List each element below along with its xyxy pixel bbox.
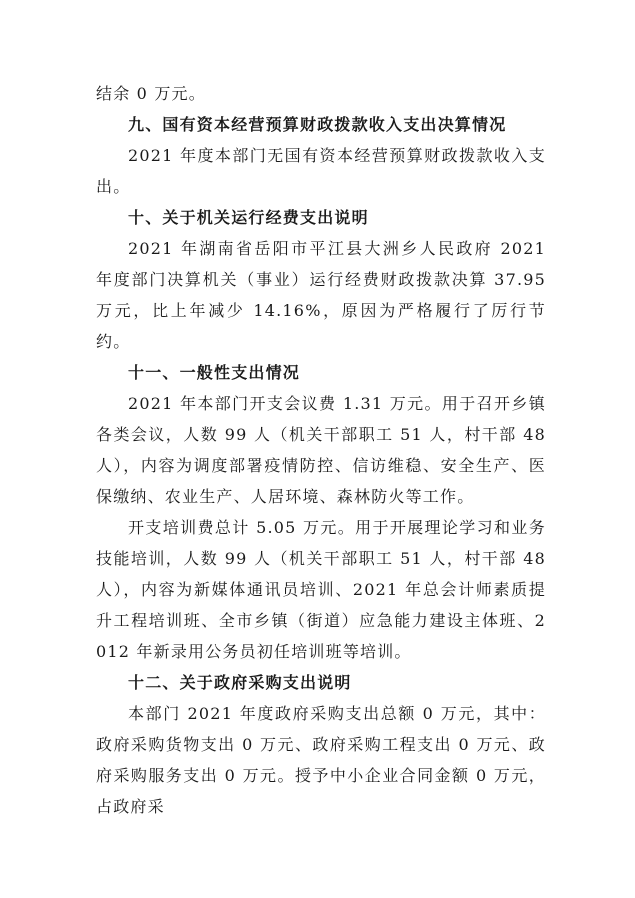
section-10-paragraph-1: 2021 年湖南省岳阳市平江县大洲乡人民政府 2021 年度部门决算机关（事业）运行经费财政拨款决算 37.95 万元，比上年减少 14.16%，原因为严格履行了厉行节约。 [96, 239, 546, 351]
section-12-heading: 十二、关于政府采购支出说明 [128, 673, 352, 692]
section-10 [96, 202, 546, 357]
section-9-heading: 九、国有资本经营预算财政拨款收入支出决算情况 [128, 115, 507, 134]
section-9 [96, 109, 546, 202]
section-12 [96, 667, 546, 822]
section-11-paragraph-1: 2021 年本部门开支会议费 1.31 万元。用于召开乡镇各类会议，人数 99 人（机关干部职工 51 人，村干部 48 人），内容为调度部署疫情防控、信访维稳、安全生产、医保缴纳、农业生产、人居环境、森林防火等工作。 [96, 394, 546, 506]
section-9-paragraph-1: 2021 年度本部门无国有资本经营预算财政拨款收入支出。 [96, 146, 546, 196]
carryover-text: 结余 0 万元。 [96, 84, 206, 103]
section-11-paragraph-2: 开支培训费总计 5.05 万元。用于开展理论学习和业务技能培训，人数 99 人（机关干部职工 51 人，村干部 48 人），内容为新媒体通讯员培训、2021 年总会计师素质提升工程培训班、全市乡镇（街道）应急能力建设主体班、2012 年新录用公务员初任培训班等培训。 [96, 518, 546, 661]
section-11 [96, 357, 546, 667]
section-10-heading: 十、关于机关运行经费支出说明 [128, 208, 369, 227]
section-11-heading: 十一、一般性支出情况 [128, 363, 301, 382]
section-12-paragraph-1: 本部门 2021 年度政府采购支出总额 0 万元，其中：政府采购货物支出 0 万元、政府采购工程支出 0 万元、政府采购服务支出 0 万元。授予中小企业合同金额 0 万元，占政府采 [96, 704, 546, 816]
document-page [96, 78, 546, 822]
